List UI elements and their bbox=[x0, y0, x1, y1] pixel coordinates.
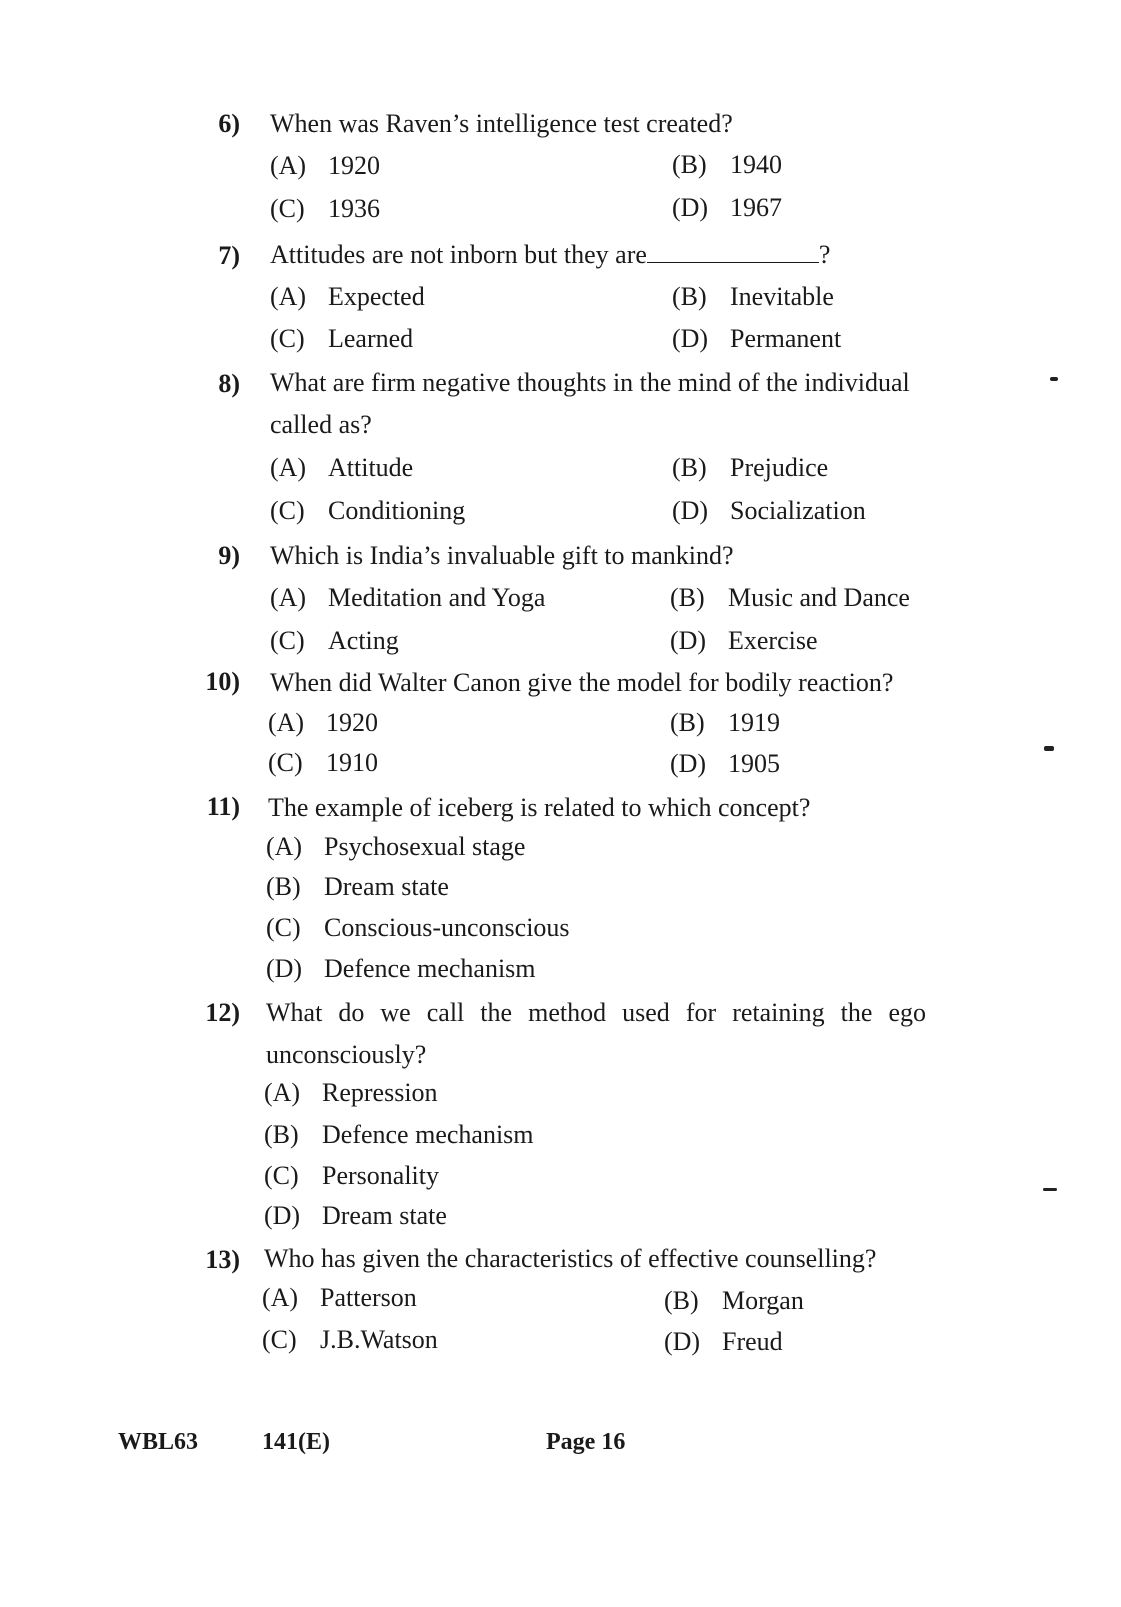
option-label: (D) bbox=[266, 954, 303, 983]
option-text: Repression bbox=[322, 1078, 438, 1107]
footer-code: WBL63 bbox=[118, 1429, 199, 1455]
option-d bbox=[670, 744, 780, 784]
option-label: (A) bbox=[270, 282, 307, 311]
option-label: (B) bbox=[266, 872, 301, 901]
question-text: Who has given the characteristics of effective counselling? bbox=[264, 1244, 877, 1273]
option-label: (B) bbox=[264, 1120, 299, 1149]
option-text: Acting bbox=[328, 626, 399, 655]
option-label: (D) bbox=[264, 1201, 301, 1230]
option-text: 1919 bbox=[728, 708, 780, 737]
option-label: (B) bbox=[672, 453, 707, 482]
question-text bbox=[270, 234, 940, 276]
question-text: When was Raven’s intelligence test created? bbox=[270, 109, 733, 138]
option-d bbox=[664, 1322, 783, 1362]
option-label: (A) bbox=[268, 708, 305, 737]
option-text: Meditation and Yoga bbox=[328, 583, 546, 612]
question-number: 8) bbox=[218, 369, 240, 398]
option-label: (C) bbox=[270, 626, 305, 655]
option-c bbox=[268, 743, 378, 783]
option-b bbox=[670, 578, 910, 618]
option-text: Defence mechanism bbox=[324, 954, 536, 983]
option-text: Dream state bbox=[324, 872, 449, 901]
option-a bbox=[264, 1073, 438, 1113]
option-text: Patterson bbox=[320, 1283, 417, 1312]
option-label: (B) bbox=[672, 282, 707, 311]
option-d bbox=[670, 621, 818, 661]
option-b bbox=[672, 448, 828, 488]
option-label: (D) bbox=[664, 1327, 701, 1356]
option-text: Learned bbox=[328, 324, 414, 353]
option-b bbox=[264, 1115, 534, 1155]
question-number: 12) bbox=[205, 998, 240, 1027]
question-number: 10) bbox=[205, 667, 240, 696]
option-c bbox=[270, 319, 413, 359]
option-label: (D) bbox=[672, 193, 709, 222]
option-text: Prejudice bbox=[730, 453, 829, 482]
option-text: 1920 bbox=[328, 151, 380, 180]
scan-artifact bbox=[1050, 377, 1058, 381]
footer-paper-number: 141(E) bbox=[262, 1429, 330, 1455]
option-b bbox=[664, 1281, 804, 1321]
option-text: 1905 bbox=[728, 749, 780, 778]
scan-artifact bbox=[1043, 1188, 1057, 1191]
option-d bbox=[672, 188, 782, 228]
option-text: Music and Dance bbox=[728, 583, 910, 612]
question-number: 9) bbox=[218, 541, 240, 570]
option-label: (C) bbox=[270, 496, 305, 525]
option-label: (B) bbox=[670, 583, 705, 612]
question-number: 7) bbox=[218, 241, 240, 270]
option-label: (A) bbox=[266, 832, 303, 861]
option-label: (D) bbox=[672, 496, 709, 525]
question-text-after-blank: ? bbox=[818, 240, 831, 269]
option-label: (C) bbox=[270, 324, 305, 353]
option-text: Psychosexual stage bbox=[324, 832, 526, 861]
question-number: 13) bbox=[205, 1245, 240, 1274]
option-label: (C) bbox=[266, 913, 301, 942]
question-text-before-blank: Attitudes are not inborn but they are bbox=[270, 240, 647, 269]
option-c bbox=[270, 491, 465, 531]
question-text: The example of iceberg is related to which concept? bbox=[268, 793, 811, 822]
option-label: (C) bbox=[262, 1325, 297, 1354]
option-c bbox=[264, 1156, 439, 1196]
option-d bbox=[266, 949, 536, 989]
question-number: 11) bbox=[206, 792, 240, 821]
option-label: (A) bbox=[270, 453, 307, 482]
option-a bbox=[262, 1278, 417, 1318]
question-number: 6) bbox=[218, 109, 240, 138]
option-text: Permanent bbox=[730, 324, 842, 353]
option-label: (A) bbox=[270, 151, 307, 180]
option-c bbox=[262, 1320, 438, 1360]
option-text: J.B.Watson bbox=[320, 1325, 438, 1354]
option-a bbox=[266, 827, 525, 867]
option-b bbox=[670, 703, 780, 743]
option-a bbox=[270, 277, 425, 317]
option-text: Conscious-unconscious bbox=[324, 913, 570, 942]
option-label: (B) bbox=[664, 1286, 699, 1315]
option-text: Attitude bbox=[328, 453, 414, 482]
option-label: (A) bbox=[270, 583, 307, 612]
option-text: Freud bbox=[722, 1327, 783, 1356]
option-c bbox=[270, 621, 399, 661]
option-text: Dream state bbox=[322, 1201, 447, 1230]
option-a bbox=[270, 448, 413, 488]
question-text: Which is India’s invaluable gift to mankind? bbox=[270, 541, 734, 570]
option-b bbox=[266, 867, 449, 907]
answer-blank bbox=[647, 236, 819, 263]
option-text: Defence mechanism bbox=[322, 1120, 534, 1149]
option-text: Personality bbox=[322, 1161, 439, 1190]
option-c bbox=[270, 189, 380, 229]
option-label: (D) bbox=[672, 324, 709, 353]
option-d bbox=[264, 1196, 447, 1236]
option-text: 1936 bbox=[328, 194, 380, 223]
option-a bbox=[270, 146, 380, 186]
option-d bbox=[672, 491, 866, 531]
option-label: (C) bbox=[268, 748, 303, 777]
option-b bbox=[672, 145, 782, 185]
option-label: (A) bbox=[264, 1078, 301, 1107]
option-label: (D) bbox=[670, 626, 707, 655]
option-text: Exercise bbox=[728, 626, 818, 655]
option-a bbox=[268, 703, 378, 743]
question-text: What do we call the method used for retaining the ego unconsciously? bbox=[266, 998, 926, 1069]
option-text: Socialization bbox=[730, 496, 866, 525]
option-text: Conditioning bbox=[328, 496, 466, 525]
option-label: (B) bbox=[672, 150, 707, 179]
option-label: (C) bbox=[264, 1161, 299, 1190]
question-text: When did Walter Canon give the model for bodily reaction? bbox=[270, 668, 894, 697]
option-text: 1910 bbox=[326, 748, 378, 777]
option-label: (A) bbox=[262, 1283, 299, 1312]
option-label: (D) bbox=[670, 749, 707, 778]
scan-artifact bbox=[1044, 746, 1054, 751]
option-text: 1920 bbox=[326, 708, 378, 737]
option-text: Inevitable bbox=[730, 282, 834, 311]
page-number: Page 16 bbox=[546, 1429, 626, 1455]
option-label: (C) bbox=[270, 194, 305, 223]
option-text: Expected bbox=[328, 282, 425, 311]
option-b bbox=[672, 277, 834, 317]
option-text: 1940 bbox=[730, 150, 782, 179]
option-c bbox=[266, 908, 570, 948]
option-a bbox=[270, 578, 545, 618]
option-label: (B) bbox=[670, 708, 705, 737]
option-d bbox=[672, 319, 841, 359]
option-text: Morgan bbox=[722, 1286, 804, 1315]
question-text: What are firm negative thoughts in the mind of the individual called as? bbox=[270, 368, 910, 439]
option-text: 1967 bbox=[730, 193, 782, 222]
